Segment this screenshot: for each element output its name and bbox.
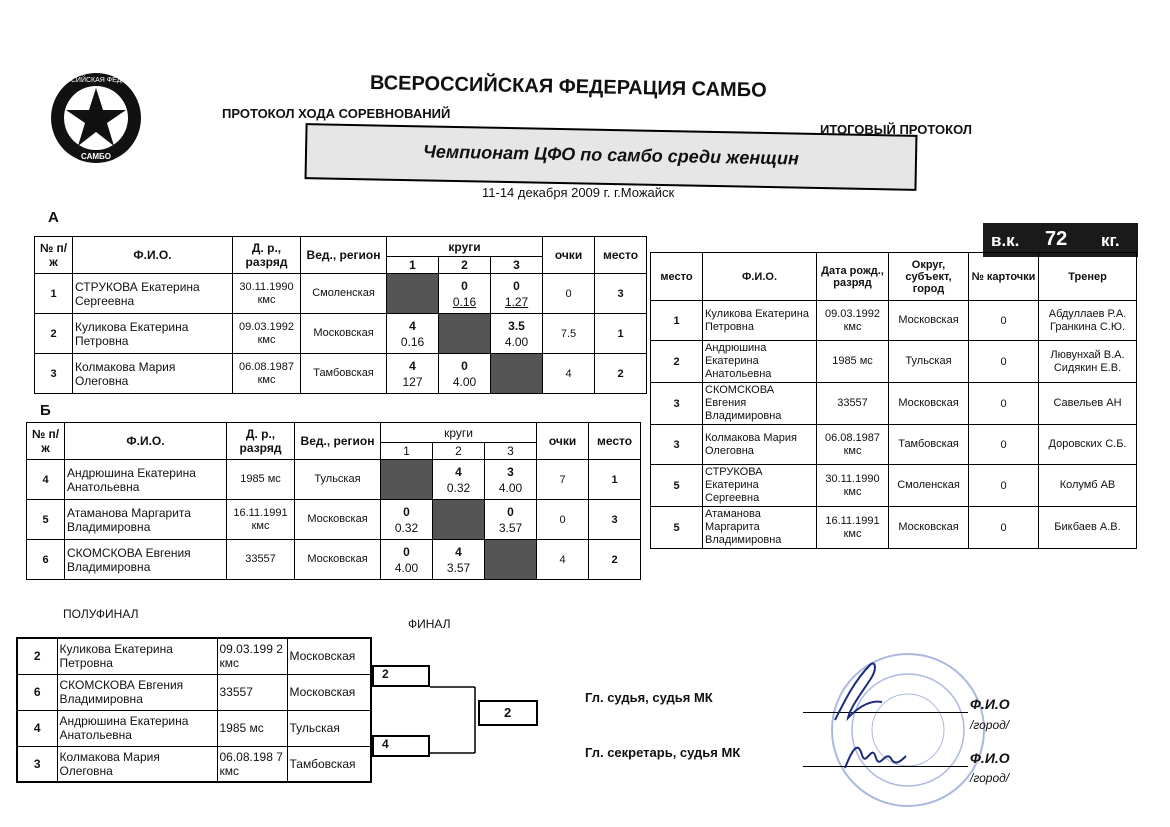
place: 2: [651, 341, 703, 383]
coach: Бикбаев А.В.: [1039, 507, 1137, 549]
col-region: Вед., регион: [301, 237, 387, 274]
points: 4: [537, 540, 589, 580]
group-a-table: [34, 236, 647, 394]
athlete-dob: 09.03.1992 кмс: [817, 301, 889, 341]
judge-city-label: /город/: [970, 718, 1010, 732]
athlete-name: Атаманова Маргарита Владимировна: [65, 500, 227, 540]
col-name: Ф.И.О.: [703, 253, 817, 301]
athlete-dob: 1985 мс: [227, 460, 295, 500]
table-row: [651, 341, 1137, 383]
athlete-name: СКОМСКОВА Евгения Владимировна: [57, 674, 217, 710]
athlete-dob: 06.08.1987 кмс: [233, 354, 301, 394]
self-cell: [433, 500, 485, 540]
table-row: [651, 507, 1137, 549]
score-bottom: 4.00: [394, 560, 419, 575]
group-a-label: А: [48, 209, 59, 226]
athlete-num: 5: [27, 500, 65, 540]
score-cell: [439, 274, 491, 314]
athlete-region: Тамбовская: [287, 746, 371, 782]
self-cell: [491, 354, 543, 394]
table-row: [27, 460, 641, 500]
score-cell: [491, 274, 543, 314]
score-top: 4: [455, 464, 462, 479]
coach: Абдуллаев Р.А. Гранкина С.Ю.: [1039, 301, 1137, 341]
card-number: 0: [969, 465, 1039, 507]
coach: Савельев АН: [1039, 383, 1137, 425]
event-title: Чемпионат ЦФО по самбо среди женщин: [422, 141, 800, 169]
semifinal-1-winner: 2: [372, 665, 430, 687]
coach: Колумб АВ: [1039, 465, 1137, 507]
athlete-num: 6: [27, 540, 65, 580]
place: 1: [651, 301, 703, 341]
group-b-table: [26, 422, 641, 580]
federation-logo: [41, 72, 151, 164]
place: 5: [651, 507, 703, 549]
col-num: № п/ж: [27, 423, 65, 460]
athlete-name: Куликова Екатерина Петровна: [703, 301, 817, 341]
athlete-name: Атаманова Маргарита Владимировна: [703, 507, 817, 549]
col-round-2: 2: [439, 257, 491, 274]
points: 0: [543, 274, 595, 314]
chief-secretary-label: Гл. секретарь, судья МК: [585, 745, 741, 760]
col-round-1: 1: [381, 443, 433, 460]
score-bottom: 4.00: [452, 374, 477, 389]
place: 2: [589, 540, 641, 580]
score-bottom: 3.57: [446, 560, 471, 575]
athlete-num: 4: [27, 460, 65, 500]
athlete-dob: 09.03.1992 кмс: [233, 314, 301, 354]
col-place: место: [651, 253, 703, 301]
score-cell: [485, 460, 537, 500]
athlete-region: Московская: [889, 507, 969, 549]
table-row: [651, 301, 1137, 341]
place: 2: [595, 354, 647, 394]
score-bottom: 0.16: [400, 334, 425, 349]
athlete-region: Московская: [889, 301, 969, 341]
athlete-dob: 33557: [217, 674, 287, 710]
score-cell: [381, 500, 433, 540]
secretary-signature: [840, 730, 910, 775]
athlete-name: СКОМСКОВА Евгения Владимировна: [703, 383, 817, 425]
athlete-region: Смоленская: [889, 465, 969, 507]
score-top: 0: [403, 504, 410, 519]
col-round-1: 1: [387, 257, 439, 274]
card-number: 0: [969, 341, 1039, 383]
athlete-dob: 1985 мс: [817, 341, 889, 383]
score-bottom: 4.00: [498, 480, 523, 495]
logo-text-bottom: САМБО: [81, 152, 111, 161]
points: 4: [543, 354, 595, 394]
athlete-name: СТРУКОВА Екатерина Сергеевна: [703, 465, 817, 507]
col-name: Ф.И.О.: [73, 237, 233, 274]
athlete-num: 6: [17, 674, 57, 710]
athlete-dob: 16.11.1991 кмс: [227, 500, 295, 540]
event-title-box: [305, 123, 918, 191]
points: 0: [537, 500, 589, 540]
athlete-dob: 1985 мс: [217, 710, 287, 746]
table-row: [17, 674, 371, 710]
score-top: 0: [513, 278, 520, 293]
col-region: Вед., регион: [295, 423, 381, 460]
col-round-2: 2: [433, 443, 485, 460]
score-cell: [387, 314, 439, 354]
athlete-region: Московская: [889, 383, 969, 425]
coach: Доровских С.Б.: [1039, 425, 1137, 465]
col-place: место: [595, 237, 647, 274]
secretary-city-label: /город/: [970, 771, 1010, 785]
athlete-num: 4: [17, 710, 57, 746]
final-winner: 2: [478, 700, 538, 726]
athlete-name: Колмакова Мария Олеговна: [703, 425, 817, 465]
place: 1: [589, 460, 641, 500]
weight-value: 72: [1045, 228, 1068, 250]
card-number: 0: [969, 425, 1039, 465]
athlete-dob: 33557: [227, 540, 295, 580]
table-row: [17, 638, 371, 674]
athlete-dob: 30.11.1990 кмс: [817, 465, 889, 507]
athlete-region: Московская: [287, 638, 371, 674]
athlete-region: Московская: [287, 674, 371, 710]
event-date: 11-14 декабря 2009 г. г.Можайск: [482, 185, 675, 200]
athlete-dob: 33557: [817, 383, 889, 425]
athlete-num: 3: [35, 354, 73, 394]
final-label: ФИНАЛ: [408, 617, 451, 631]
col-round-3: 3: [485, 443, 537, 460]
athlete-dob: 30.11.1990 кмс: [233, 274, 301, 314]
score-top: 0: [403, 544, 410, 559]
athlete-name: Андрюшина Екатерина Анатольевна: [703, 341, 817, 383]
col-rounds: круги: [387, 237, 543, 257]
table-row: [27, 500, 641, 540]
score-cell: [433, 540, 485, 580]
athlete-name: Колмакова Мария Олеговна: [57, 746, 217, 782]
table-row: [27, 540, 641, 580]
semifinal-table: [16, 637, 372, 783]
self-cell: [485, 540, 537, 580]
col-num: № п/ж: [35, 237, 73, 274]
protocol-title: ПРОТОКОЛ ХОДА СОРЕВНОВАНИЙ: [222, 106, 451, 121]
athlete-num: 2: [17, 638, 57, 674]
score-top: 4: [409, 358, 416, 373]
col-rounds: круги: [381, 423, 537, 443]
score-top: 0: [461, 358, 468, 373]
athlete-name: СКОМСКОВА Евгения Владимировна: [65, 540, 227, 580]
card-number: 0: [969, 507, 1039, 549]
score-top: 0: [507, 504, 514, 519]
col-round-3: 3: [491, 257, 543, 274]
place: 1: [595, 314, 647, 354]
athlete-dob: 06.08.1987 кмс: [817, 425, 889, 465]
col-points: очки: [537, 423, 589, 460]
col-region: Округ, субъект, город: [889, 253, 969, 301]
athlete-name: Куликова Екатерина Петровна: [57, 638, 217, 674]
score-bottom: 0.32: [446, 480, 471, 495]
logo-text-top: ВСЕРОССИЙСКАЯ ФЕДЕРАЦИЯ: [41, 77, 151, 84]
table-row: [35, 354, 647, 394]
group-b-label: Б: [40, 402, 51, 419]
col-place: место: [589, 423, 641, 460]
athlete-name: Колмакова Мария Олеговна: [73, 354, 233, 394]
col-name: Ф.И.О.: [65, 423, 227, 460]
athlete-region: Тульская: [287, 710, 371, 746]
athlete-region: Московская: [295, 500, 381, 540]
place: 3: [595, 274, 647, 314]
final-results-table: [650, 252, 1137, 549]
place: 5: [651, 465, 703, 507]
federation-title: ВСЕРОССИЙСКАЯ ФЕДЕРАЦИЯ САМБО: [369, 72, 767, 102]
table-row: [651, 425, 1137, 465]
card-number: 0: [969, 383, 1039, 425]
card-number: 0: [969, 301, 1039, 341]
score-top: 3: [507, 464, 514, 479]
athlete-region: Тамбовская: [889, 425, 969, 465]
table-row: [35, 274, 647, 314]
self-cell: [387, 274, 439, 314]
table-row: [17, 710, 371, 746]
athlete-dob: 09.03.199 2 кмс: [217, 638, 287, 674]
table-row: [17, 746, 371, 782]
self-cell: [381, 460, 433, 500]
athlete-dob: 06.08.198 7 кмс: [217, 746, 287, 782]
table-row: [651, 383, 1137, 425]
score-top: 0: [461, 278, 468, 293]
score-top: 4: [455, 544, 462, 559]
col-coach: Тренер: [1039, 253, 1137, 301]
col-points: очки: [543, 237, 595, 274]
score-cell: [439, 354, 491, 394]
athlete-region: Тамбовская: [301, 354, 387, 394]
score-top: 4: [409, 318, 416, 333]
athlete-name: Андрюшина Екатерина Анатольевна: [65, 460, 227, 500]
score-bottom: 0.32: [394, 520, 419, 535]
athlete-name: СТРУКОВА Екатерина Сергеевна: [73, 274, 233, 314]
athlete-dob: 16.11.1991 кмс: [817, 507, 889, 549]
final-protocol-title: ИТОГОВЫЙ ПРОТОКОЛ: [820, 122, 972, 137]
secretary-fio-label: Ф.И.О: [970, 750, 1010, 766]
score-cell: [491, 314, 543, 354]
score-cell: [433, 460, 485, 500]
score-cell: [387, 354, 439, 394]
table-row: [35, 314, 647, 354]
athlete-name: Куликова Екатерина Петровна: [73, 314, 233, 354]
score-bottom: 4.00: [504, 334, 529, 349]
points: 7.5: [543, 314, 595, 354]
score-cell: [381, 540, 433, 580]
athlete-num: 1: [35, 274, 73, 314]
place: 3: [651, 383, 703, 425]
judge-fio-label: Ф.И.О: [970, 696, 1010, 712]
place: 3: [651, 425, 703, 465]
points: 7: [537, 460, 589, 500]
athlete-region: Тульская: [295, 460, 381, 500]
col-dob: Д. р., разряд: [233, 237, 301, 274]
athlete-num: 3: [17, 746, 57, 782]
score-bottom: 3.57: [498, 520, 523, 535]
athlete-region: Московская: [301, 314, 387, 354]
chief-judge-label: Гл. судья, судья МК: [585, 690, 713, 705]
score-bottom: 0.16: [452, 294, 477, 309]
weight-prefix: в.к.: [991, 231, 1020, 250]
score-bottom: 1.27: [504, 294, 529, 309]
athlete-num: 2: [35, 314, 73, 354]
score-top: 3.5: [508, 318, 525, 333]
weight-unit: кг.: [1101, 231, 1120, 250]
judge-signature: [820, 660, 900, 730]
col-dob: Д. р., разряд: [227, 423, 295, 460]
self-cell: [439, 314, 491, 354]
athlete-region: Смоленская: [301, 274, 387, 314]
athlete-region: Московская: [295, 540, 381, 580]
athlete-name: Андрюшина Екатерина Анатольевна: [57, 710, 217, 746]
semifinal-2-winner: 4: [372, 735, 430, 757]
coach: Лювунхай В.А. Сидякин Е.В.: [1039, 341, 1137, 383]
score-cell: [485, 500, 537, 540]
semifinal-label: ПОЛУФИНАЛ: [63, 607, 139, 621]
col-dob: Дата рожд., разряд: [817, 253, 889, 301]
col-card: № карточки: [969, 253, 1039, 301]
table-row: [651, 465, 1137, 507]
place: 3: [589, 500, 641, 540]
athlete-region: Тульская: [889, 341, 969, 383]
score-bottom: 127: [402, 374, 423, 389]
